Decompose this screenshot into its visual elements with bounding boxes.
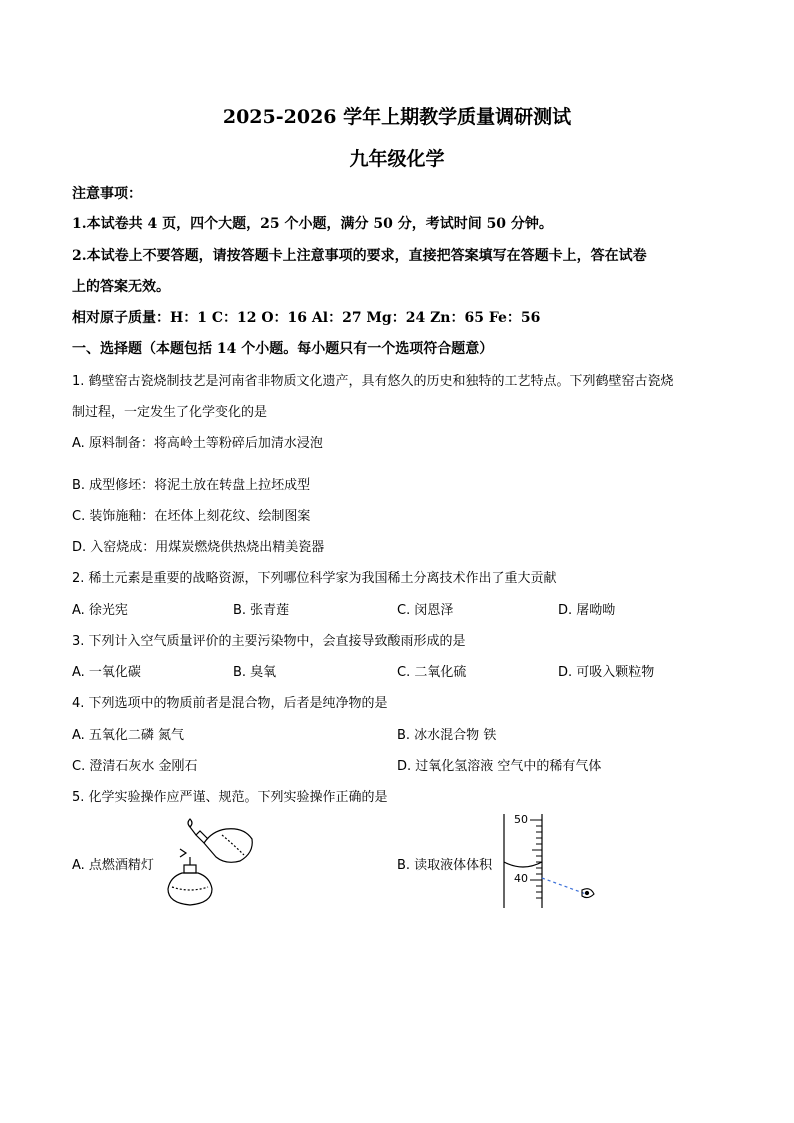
question-1-option-c: C. 装饰施釉：在坯体上刻花纹、绘制图案 (72, 509, 311, 524)
alcohol-lamp-figure (160, 815, 260, 910)
measuring-cylinder-figure (490, 810, 600, 910)
cylinder-label-50: 50 (514, 813, 528, 826)
question-1-option-a: A. 原料制备：将高岭土等粉碎后加清水浸泡 (72, 436, 323, 451)
question-1-option-b: B. 成型修坯：将泥土放在转盘上拉坯成型 (72, 478, 311, 493)
question-2-stem: 2. 稀土元素是重要的战略资源，下列哪位科学家为我国稀土分离技术作出了重大贡献 (72, 571, 557, 586)
lower-alcohol-lamp (168, 849, 212, 905)
question-4-option-a: A. 五氧化二磷 氮气 (72, 728, 185, 743)
question-4-option-d: D. 过氧化氢溶液 空气中的稀有气体 (397, 759, 602, 774)
cylinder-label-40: 40 (514, 872, 528, 885)
exam-title: 2025-2026 学年上期教学质量调研测试 (222, 106, 572, 128)
liquid-meniscus (504, 862, 542, 867)
question-2-option-c: C. 闵恩泽 (397, 603, 454, 618)
question-1-stem-line-1: 1. 鹤壁窑古瓷烧制技艺是河南省非物质文化遗产，具有悠久的历史和独特的工艺特点。下列鹤壁窑古瓷烧 (72, 374, 674, 389)
notes-item-2-line-2: 上的答案无效。 (72, 279, 170, 295)
question-2-option-a: A. 徐光宪 (72, 603, 128, 618)
question-3-option-a: A. 一氧化碳 (72, 665, 141, 680)
question-4-option-c: C. 澄清石灰水 金刚石 (72, 759, 198, 774)
question-2-option-b: B. 张青莲 (233, 603, 290, 618)
section-heading: 一、选择题（本题包括 14 个小题。每小题只有一个选项符合题意） (72, 341, 494, 357)
question-4-stem: 4. 下列选项中的物质前者是混合物，后者是纯净物的是 (72, 696, 388, 711)
question-3-option-c: C. 二氧化硫 (397, 665, 467, 680)
question-2-option-d: D. 屠呦呦 (558, 603, 616, 618)
atomic-mass-line: 相对原子质量：H：1 C：12 O：16 Al：27 Mg：24 Zn：65 Fe：56 (72, 310, 541, 326)
sight-line (542, 878, 586, 894)
question-5-option-b: B. 读取液体体积 (397, 858, 493, 873)
question-1-stem-line-2: 制过程，一定发生了化学变化的是 (72, 405, 268, 420)
question-1-option-d: D. 入窑烧成：用煤炭燃烧供热烧出精美瓷器 (72, 540, 325, 555)
upper-tilted-lamp (188, 819, 252, 862)
question-4-option-b: B. 冰水混合物 铁 (397, 728, 497, 743)
question-5-option-a: A. 点燃酒精灯 (72, 858, 154, 873)
question-3-stem: 3. 下列计入空气质量评价的主要污染物中，会直接导致酸雨形成的是 (72, 634, 466, 649)
notes-item-1: 1.本试卷共 4 页，四个大题，25 个小题，满分 50 分，考试时间 50 分钟。 (72, 216, 553, 232)
cylinder-scale-ticks (530, 820, 542, 898)
notes-heading: 注意事项： (72, 186, 142, 202)
notes-item-2-line-1: 2.本试卷上不要答题，请按答题卡上注意事项的要求，直接把答案填写在答题卡上，答在试卷 (72, 248, 647, 264)
question-3-option-d: D. 可吸入颗粒物 (558, 665, 655, 680)
exam-subtitle: 九年级化学 (349, 148, 445, 170)
question-5-stem: 5. 化学实验操作应严谨、规范。下列实验操作正确的是 (72, 790, 388, 805)
question-3-option-b: B. 臭氧 (233, 665, 277, 680)
